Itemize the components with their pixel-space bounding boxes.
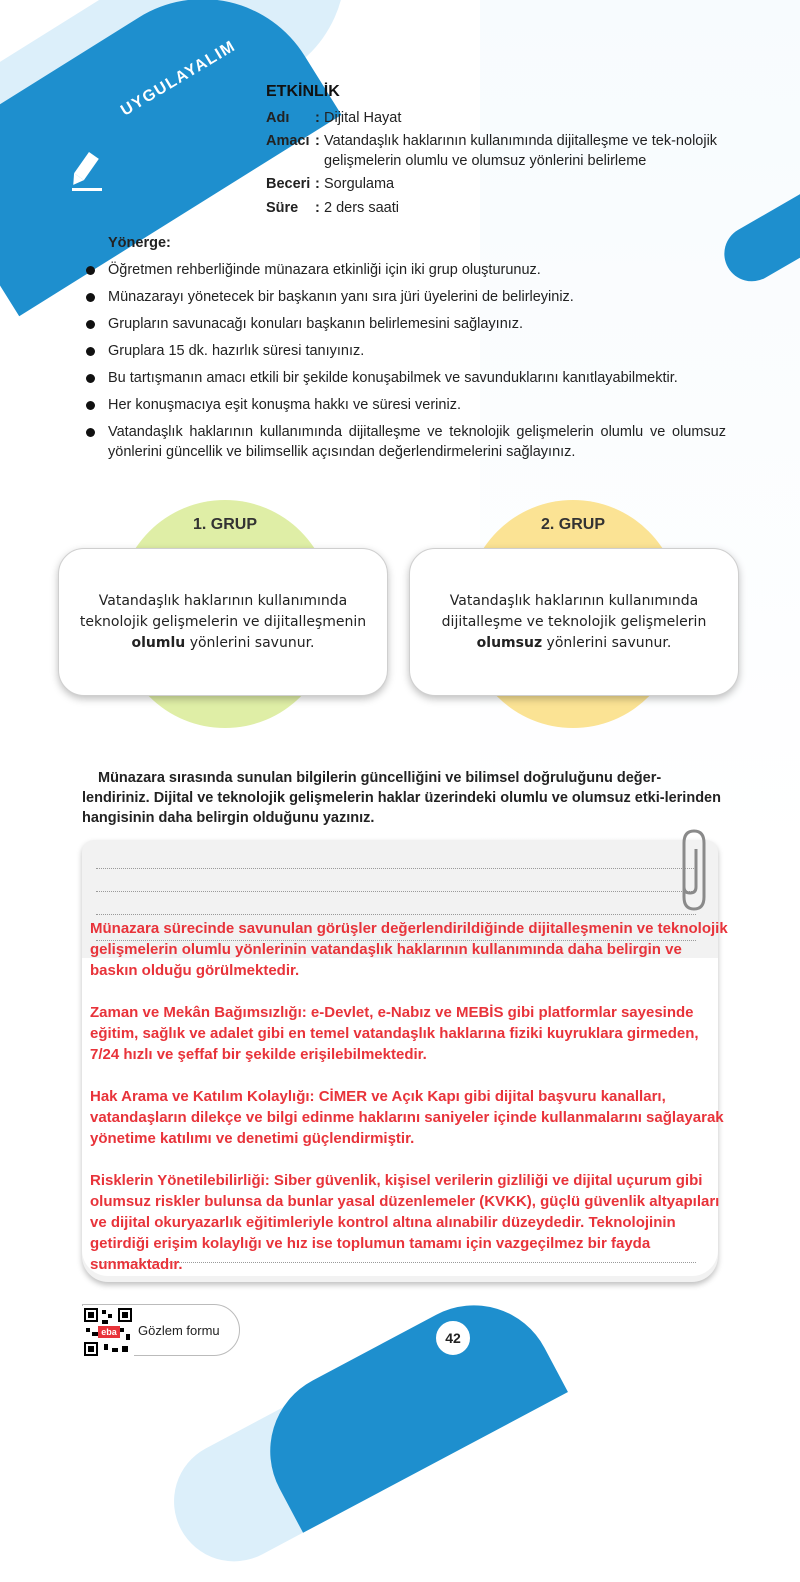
list-item: Bu tartışmanın amacı etkili bir şekilde konuşabilmek ve savunduklarını kanıtlayabilmektir. xyxy=(86,368,726,388)
answer-paragraph: Münazara sürecinde savunulan görüşler değerlendirildiğinde dijitalleşmenin ve teknolojik gelişmelerin olumlu yönlerinin vatandaşlık haklarının kullanımında daha belirgin ve baskın olduğu görülmektedir. xyxy=(90,920,728,979)
group1-emphasis: olumlu xyxy=(131,634,186,651)
info-value: Vatandaşlık haklarının kullanımında dijitalleşme ve tek-nolojik gelişmelerin olumlu ve olumsuz yönlerini belirleme xyxy=(324,133,718,169)
dotted-line xyxy=(96,914,696,915)
instructions-heading: Yönerge: xyxy=(108,235,171,251)
group1-card: Vatandaşlık haklarının kullanımında teknolojik gelişmelerin ve dijitalleşmenin olumlu yönlerini savunur. xyxy=(58,548,388,696)
info-label: Süre xyxy=(266,200,299,216)
answer-text xyxy=(90,918,730,1296)
info-value: Dijital Hayat xyxy=(324,110,402,126)
info-row-duration: Süre : 2 ders saati xyxy=(266,198,298,218)
group1-title: 1. GRUP xyxy=(192,516,257,533)
group2-emphasis: olumsuz xyxy=(476,634,543,651)
bullet-icon xyxy=(86,320,95,329)
list-item: Gruplara 15 dk. hazırlık süresi tanıyınız. xyxy=(86,341,726,361)
qr-code-icon xyxy=(82,1306,134,1358)
bullet-icon xyxy=(86,401,95,410)
list-item: Vatandaşlık haklarının kullanımında dijitalleşme ve teknolojik gelişmelerin olumlu ve olumsuz yönlerini güncellik ve bilimsellik açısından değerlendirmelerini sağlayınız. xyxy=(86,422,726,462)
list-item: Münazarayı yönetecek bir başkanın yanı sıra jüri üyelerini de belirleyiniz. xyxy=(86,287,726,307)
bullet-icon xyxy=(86,293,95,302)
group2-title: 2. GRUP xyxy=(540,516,605,533)
bullet-icon xyxy=(86,347,95,356)
qr-label: Gözlem formu xyxy=(138,1323,220,1338)
instructions-list xyxy=(86,260,726,469)
list-item: Öğretmen rehberliğinde münazara etkinliği için iki grup oluşturunuz. xyxy=(86,260,726,280)
list-item: Her konuşmacıya eşit konuşma hakkı ve süresi veriniz. xyxy=(86,395,726,415)
list-item: Grupların savunacağı konuları başkanın belirlemesini sağlayınız. xyxy=(86,314,726,334)
ribbon-label: UYGULAYALIM xyxy=(118,37,239,120)
answer-paragraph: Zaman ve Mekân Bağımsızlığı: e-Devlet, e-Nabız ve MEBİS gibi platformlar sayesinde eğitim, sağlık ve adalet gibi en temel vatandaşlık haklarına fiziki kuyruklara girmeden, 7/24 hızlı ve şeffaf bir şekilde erişilebilmektedir. xyxy=(90,1004,699,1063)
info-row-name: Adı : Dijital Hayat xyxy=(266,108,289,128)
bullet-icon xyxy=(86,428,95,437)
info-value: Sorgulama xyxy=(324,176,395,192)
svg-text:eba: eba xyxy=(101,1327,117,1338)
info-label: Adı xyxy=(266,110,290,126)
dotted-line xyxy=(96,891,696,892)
answer-paragraph: Risklerin Yönetilebilirliği: Siber güvenlik, kişisel verilerin gizliliği ve dijital uçurum gibi olumsuz riskler bulunsa da bunlar yasal düzenlemeler (KVKK), güçlü güvenlik altyapıları ve dijital okuryazarlık eğitimleriyle kontrol altına alınabilir düzeydedir. Teknolojinin getirdiği erişim kolaylığı ve hız ise toplumun tamamı için vazgeçilmez bir fayda sunmaktadır. xyxy=(90,1172,720,1273)
pencil-icon xyxy=(62,150,104,192)
info-row-purpose: Amacı : Vatandaşlık haklarının kullanımında dijitalleşme ve tek-nolojik gelişmelerin olumlu ve olumsuz yönlerini belirleme xyxy=(266,131,310,151)
activity-title: ETKİNLİK xyxy=(266,83,340,100)
bullet-icon xyxy=(86,266,95,275)
paperclip-icon xyxy=(672,825,712,915)
info-row-skill: Beceri : Sorgulama xyxy=(266,174,310,194)
dotted-line xyxy=(96,868,696,869)
info-label: Beceri xyxy=(266,176,311,192)
info-label: Amacı xyxy=(266,133,310,149)
page-number: 42 xyxy=(433,1318,473,1358)
question-text: Münazara sırasında sunulan bilgilerin güncelliğini ve bilimsel doğruluğunu değer-lendiriniz. Dijital ve teknolojik gelişmelerin haklar üzerindeki olumlu ve olumsuz etki-lerinden hangisinin daha belirgin olduğunu yazınız. xyxy=(82,770,721,826)
bullet-icon xyxy=(86,374,95,383)
group2-card: Vatandaşlık haklarının kullanımında dijitalleşme ve teknolojik gelişmelerin olumsuz yönlerini savunur. xyxy=(409,548,739,696)
info-value: 2 ders saati xyxy=(324,200,399,216)
answer-paragraph: Hak Arama ve Katılım Kolaylığı: CİMER ve Açık Kapı gibi dijital başvuru kanalları, vatandaşların dilekçe ve bilgi edinme haklarını saniyeler içinde kullanmalarını sağlayarak yönetime katılımı ve denetimi güçlendirmiştir. xyxy=(90,1088,724,1147)
